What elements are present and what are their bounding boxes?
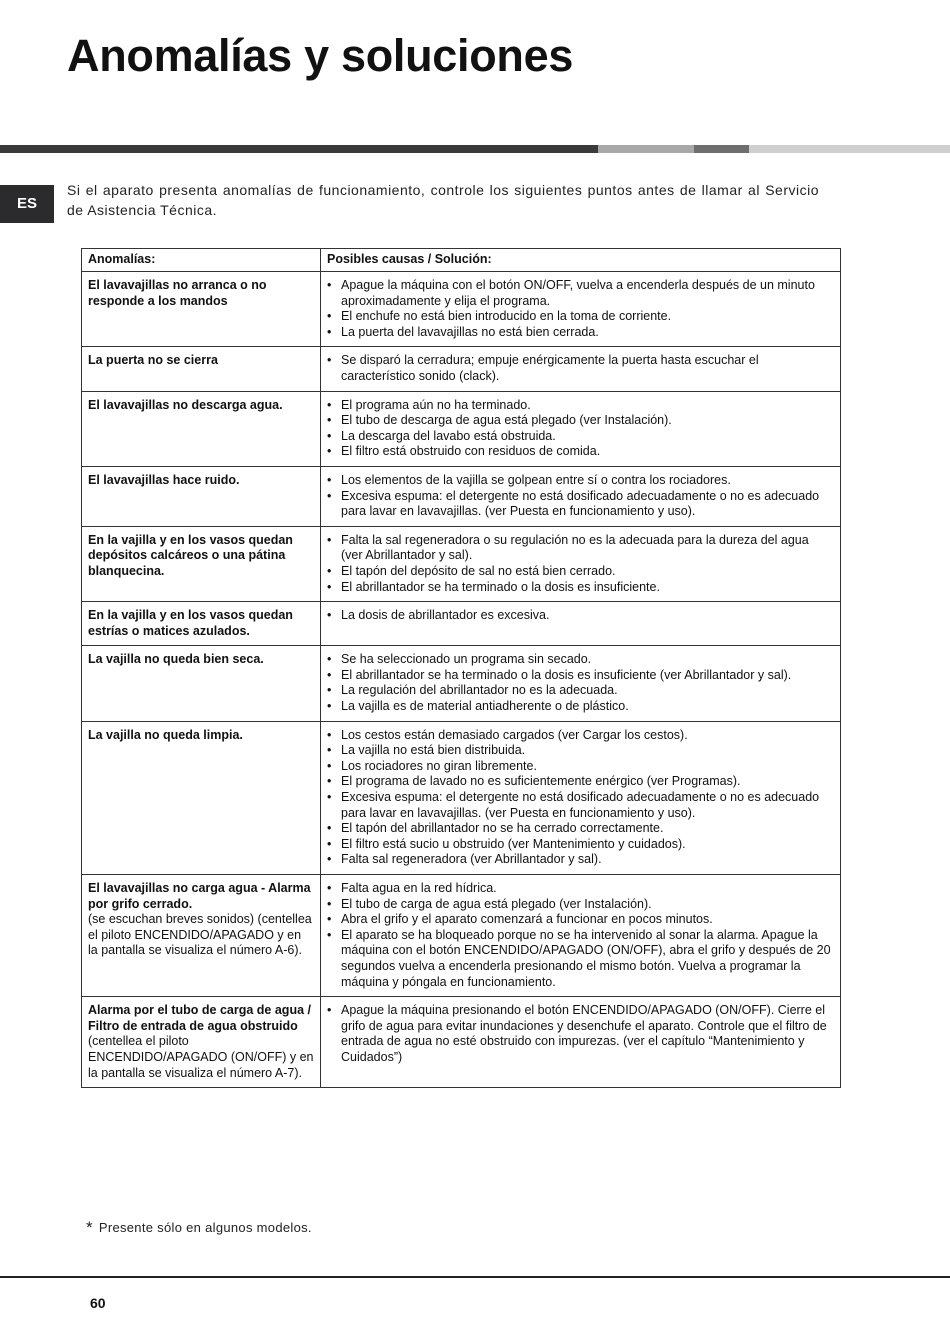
table-row: [82, 997, 841, 1088]
causes-list: [327, 353, 832, 384]
anomaly-cell: [82, 721, 321, 874]
anomaly-title: El lavavajillas no descarga agua.: [88, 397, 283, 412]
table-row: [82, 721, 841, 874]
causes-cell: [321, 391, 841, 466]
cause-item: • Apague la máquina presionando el botón ENCENDIDO/APAGADO (ON/OFF). Cierre el grifo de agua para evitar inundaciones y desenchufe el aparato. Controle que el filtro de entrada de agua no esté obstruido con impurezas. (ver el capítulo “Mantenimiento y Cuidados”): [327, 1003, 832, 1065]
cause-item: • El tapón del abrillantador no se ha cerrado correctamente.: [327, 821, 832, 837]
causes-list: [327, 473, 832, 520]
table-row: [82, 526, 841, 601]
header-divider-pale: [749, 145, 950, 153]
anomaly-title: La vajilla no queda bien seca.: [88, 652, 264, 667]
page-title: Anomalías y soluciones: [67, 30, 574, 81]
table-row: [82, 272, 841, 347]
language-tab: ES: [0, 185, 54, 223]
intro-paragraph: Si el aparato presenta anomalías de funcionamiento, controle los siguientes puntos antes de llamar al Servicio de Asistencia Técnica.: [67, 182, 819, 218]
cause-item: • Excesiva espuma: el detergente no está dosificado adecuadamente o no es adecuado para lavar en lavavajillas. (ver Puesta en funcionamiento y uso).: [327, 489, 832, 520]
cause-item: • Excesiva espuma: el detergente no está dosificado adecuadamente o no es adecuado para lavar en lavavajillas. (ver Puesta en funcionamiento y uso).: [327, 790, 832, 821]
cause-item: • El tubo de carga de agua está plegado (ver Instalación).: [327, 897, 832, 913]
cause-item: • La regulación del abrillantador no es la adecuada.: [327, 683, 832, 699]
anomaly-title: El lavavajillas hace ruido.: [88, 472, 240, 487]
causes-cell: [321, 997, 841, 1088]
page-number: 60: [90, 1295, 106, 1311]
cause-item: • El programa aún no ha terminado.: [327, 398, 832, 414]
anomaly-cell: [82, 272, 321, 347]
anomaly-cell: [82, 646, 321, 721]
table-row: [82, 602, 841, 646]
causes-list: [327, 398, 832, 460]
footnote: [86, 1218, 312, 1238]
table-row: [82, 646, 841, 721]
anomaly-cell: [82, 347, 321, 391]
cause-item: • El aparato se ha bloqueado porque no se ha intervenido al sonar la alarma. Apague la máquina con el botón ENCENDIDO/APAGADO (ON/OFF), abra el grifo y después de 20 segundos vuelva a encenderla presionando el mismo botón. Vuelva a programar la máquina y póngala en funcionamiento.: [327, 928, 832, 990]
cause-item: • El abrillantador se ha terminado o la dosis es insuficiente.: [327, 580, 832, 596]
causes-list: [327, 533, 832, 595]
cause-item: • Se ha seleccionado un programa sin secado.: [327, 652, 832, 668]
causes-cell: [321, 646, 841, 721]
cause-item: • Falta la sal regeneradora o su regulación no es la adecuada para la dureza del agua (ver Abrillantador y sal).: [327, 533, 832, 564]
anomaly-title: En la vajilla y en los vasos quedan depósitos calcáreos o una pátina blanquecina.: [88, 532, 293, 578]
cause-item: • La vajilla es de material antiadherente o de plástico.: [327, 699, 832, 715]
anomaly-cell: [82, 602, 321, 646]
cause-item: • El filtro está sucio u obstruido (ver Mantenimiento y cuidados).: [327, 837, 832, 853]
anomaly-detail: (centellea el piloto ENCENDIDO/APAGADO (ON/OFF) y en la pantalla se visualiza el número A-7).: [88, 1034, 314, 1080]
causes-cell: [321, 466, 841, 526]
anomaly-title: El lavavajillas no arranca o no responde a los mandos: [88, 278, 267, 308]
cause-item: • Falta sal regeneradora (ver Abrillantador y sal).: [327, 852, 832, 868]
cause-item: • Se disparó la cerradura; empuje enérgicamente la puerta hasta escuchar el característico sonido (clack).: [327, 353, 832, 384]
causes-list: [327, 608, 832, 624]
causes-cell: [321, 347, 841, 391]
causes-list: [327, 1003, 832, 1065]
causes-list: [327, 278, 832, 340]
cause-item: • El tapón del depósito de sal no está bien cerrado.: [327, 564, 832, 580]
table-row: [82, 875, 841, 997]
causes-list: [327, 881, 832, 990]
column-header-causes: Posibles causas / Solución:: [321, 249, 841, 272]
footnote-mark: *: [86, 1218, 93, 1237]
cause-item: • La descarga del lavabo está obstruida.: [327, 429, 832, 445]
table-body: [82, 272, 841, 1088]
cause-item: • La dosis de abrillantador es excesiva.: [327, 608, 832, 624]
anomaly-cell: [82, 391, 321, 466]
cause-item: • El filtro está obstruido con residuos de comida.: [327, 444, 832, 460]
anomaly-cell: [82, 875, 321, 997]
anomaly-detail: (se escuchan breves sonidos) (centellea el piloto ENCENDIDO/APAGADO y en la pantalla se visualiza el número A-6).: [88, 912, 312, 958]
anomaly-title: El lavavajillas no carga agua - Alarma por grifo cerrado.: [88, 881, 311, 911]
causes-cell: [321, 602, 841, 646]
table-header-row: [82, 249, 841, 272]
anomaly-title: La puerta no se cierra: [88, 353, 218, 368]
troubleshooting-table: [81, 248, 841, 1088]
cause-item: • Falta agua en la red hídrica.: [327, 881, 832, 897]
causes-cell: [321, 272, 841, 347]
cause-item: • La vajilla no está bien distribuida.: [327, 743, 832, 759]
column-header-anomalies: Anomalías:: [82, 249, 321, 272]
header-divider-dark: [0, 145, 598, 153]
header-divider-mid: [694, 145, 749, 153]
anomaly-cell: [82, 997, 321, 1088]
causes-cell: [321, 721, 841, 874]
cause-item: • La puerta del lavavajillas no está bien cerrada.: [327, 325, 832, 341]
anomaly-title: En la vajilla y en los vasos quedan estrías o matices azulados.: [88, 608, 293, 638]
anomaly-cell: [82, 466, 321, 526]
cause-item: • Abra el grifo y el aparato comenzará a funcionar en pocos minutos.: [327, 912, 832, 928]
causes-cell: [321, 875, 841, 997]
cause-item: • El tubo de descarga de agua está plegado (ver Instalación).: [327, 413, 832, 429]
table-row: [82, 391, 841, 466]
table-row: [82, 347, 841, 391]
table-row: [82, 466, 841, 526]
footnote-text: Presente sólo en algunos modelos.: [98, 1220, 312, 1235]
cause-item: • Los rociadores no giran libremente.: [327, 759, 832, 775]
cause-item: • El enchufe no está bien introducido en la toma de corriente.: [327, 309, 832, 325]
header-divider-light: [598, 145, 694, 153]
cause-item: • Los cestos están demasiado cargados (ver Cargar los cestos).: [327, 728, 832, 744]
causes-list: [327, 652, 832, 714]
cause-item: • Los elementos de la vajilla se golpean entre sí o contra los rociadores.: [327, 473, 832, 489]
causes-list: [327, 728, 832, 868]
cause-item: • Apague la máquina con el botón ON/OFF, vuelva a encenderla después de un minuto aproximadamente y elija el programa.: [327, 278, 832, 309]
anomaly-title: Alarma por el tubo de carga de agua / Filtro de entrada de agua obstruido: [88, 1003, 311, 1033]
anomaly-title: La vajilla no queda limpia.: [88, 727, 243, 742]
causes-cell: [321, 526, 841, 601]
footer-rule: [0, 1276, 950, 1278]
anomaly-cell: [82, 526, 321, 601]
cause-item: • El programa de lavado no es suficientemente enérgico (ver Programas).: [327, 774, 832, 790]
cause-item: • El abrillantador se ha terminado o la dosis es insuficiente (ver Abrillantador y sal).: [327, 668, 832, 684]
